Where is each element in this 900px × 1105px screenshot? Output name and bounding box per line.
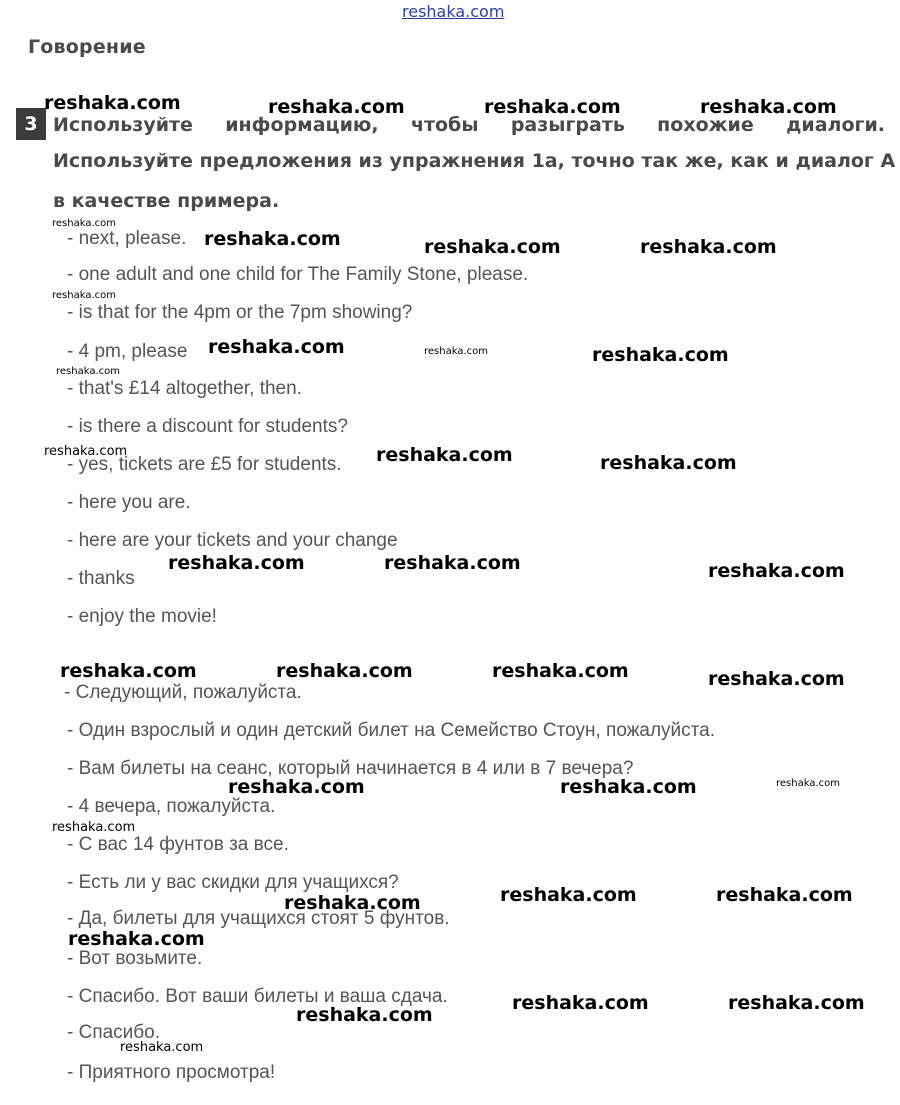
dialogue-en-line: - is that for the 4pm or the 7pm showing? (67, 302, 413, 323)
watermark: reshaka.com (276, 660, 413, 682)
watermark: reshaka.com (500, 884, 637, 906)
watermark: reshaka.com (208, 336, 345, 358)
instruction-word: разыграть (510, 114, 625, 136)
dialogue-ru-line: - Один взрослый и один детский билет на Семейство Стоун, пожалуйста. (67, 720, 716, 741)
watermark-small: reshaka.com (424, 346, 488, 357)
watermark: reshaka.com (284, 892, 421, 914)
watermark: reshaka.com (204, 228, 341, 250)
watermark: reshaka.com (424, 236, 561, 258)
watermark: reshaka.com (700, 96, 837, 118)
dialogue-ru-line: - Есть ли у вас скидки для учащихся? (67, 872, 399, 893)
watermark: reshaka.com (600, 452, 737, 474)
instruction-word: похожие (657, 114, 754, 136)
watermark-small: reshaka.com (120, 1040, 204, 1055)
instruction-word: диалоги. (786, 114, 885, 136)
watermark-small: reshaka.com (52, 218, 116, 229)
instruction-word: чтобы (410, 114, 479, 136)
exercise-number-badge: 3 (16, 108, 46, 140)
dialogue-en-line: - one adult and one child for The Family Stone, please. (67, 264, 529, 285)
dialogue-en-line: - enjoy the movie! (67, 606, 217, 627)
dialogue-ru-line: - Вам билеты на сеанс, который начинается в 4 или в 7 вечера? (67, 758, 634, 779)
dialogue-en-line: - is there a discount for students? (67, 416, 348, 437)
watermark-small: reshaka.com (52, 290, 116, 301)
site-link[interactable]: reshaka.com (402, 2, 505, 21)
dialogue-en-line: - next, please. (67, 228, 187, 249)
watermark: reshaka.com (512, 992, 649, 1014)
dialogue-en-line: - here you are. (67, 492, 191, 513)
dialogue-ru-line: - Спасибо. Вот ваши билеты и ваша сдача. (67, 986, 448, 1007)
watermark: reshaka.com (296, 1004, 433, 1026)
exercise-instruction-line-2: Используйте предложения из упражнения 1а, точно так же, как и диалог А (53, 150, 896, 172)
section-title: Говорение (28, 36, 146, 58)
watermark-small: reshaka.com (56, 366, 120, 377)
dialogue-en-line: - thanks (67, 568, 135, 589)
watermark-small: reshaka.com (52, 820, 136, 835)
exercise-instruction-line-3: в качестве примера. (53, 190, 280, 212)
watermark: reshaka.com (268, 96, 405, 118)
dialogue-ru-line: - Приятного просмотра! (67, 1062, 276, 1083)
dialogue-ru-line: - С вас 14 фунтов за все. (67, 834, 289, 855)
dialogue-ru-line: - Спасибо. (67, 1022, 161, 1043)
watermark: reshaka.com (708, 560, 845, 582)
dialogue-en-line: - that's £14 altogether, then. (67, 378, 302, 399)
watermark: reshaka.com (640, 236, 777, 258)
instruction-word: информацию, (225, 114, 379, 136)
watermark-small: reshaka.com (776, 778, 840, 789)
dialogue-ru-line: - Вот возьмите. (67, 948, 203, 969)
watermark: reshaka.com (492, 660, 629, 682)
watermark: reshaka.com (716, 884, 853, 906)
dialogue-ru-line: - Следующий, пожалуйста. (64, 682, 302, 703)
dialogue-ru-line: - Да, билеты для учащихся стоят 5 фунтов. (67, 908, 450, 929)
watermark: reshaka.com (44, 92, 181, 114)
watermark: reshaka.com (60, 660, 197, 682)
watermark: reshaka.com (168, 552, 305, 574)
watermark: reshaka.com (484, 96, 621, 118)
watermark: reshaka.com (68, 928, 205, 950)
watermark: reshaka.com (560, 776, 697, 798)
dialogue-en-line: - here are your tickets and your change (67, 530, 398, 551)
dialogue-ru-line: - 4 вечера, пожалуйста. (67, 796, 276, 817)
dialogue-en-line: - 4 pm, please (67, 341, 188, 362)
instruction-word: Используйте (53, 114, 193, 136)
watermark: reshaka.com (728, 992, 865, 1014)
watermark: reshaka.com (228, 776, 365, 798)
dialogue-en-line: - yes, tickets are £5 for students. (67, 454, 342, 475)
watermark: reshaka.com (708, 668, 845, 690)
watermark: reshaka.com (592, 344, 729, 366)
watermark: reshaka.com (384, 552, 521, 574)
watermark-small: reshaka.com (44, 444, 128, 459)
watermark: reshaka.com (376, 444, 513, 466)
